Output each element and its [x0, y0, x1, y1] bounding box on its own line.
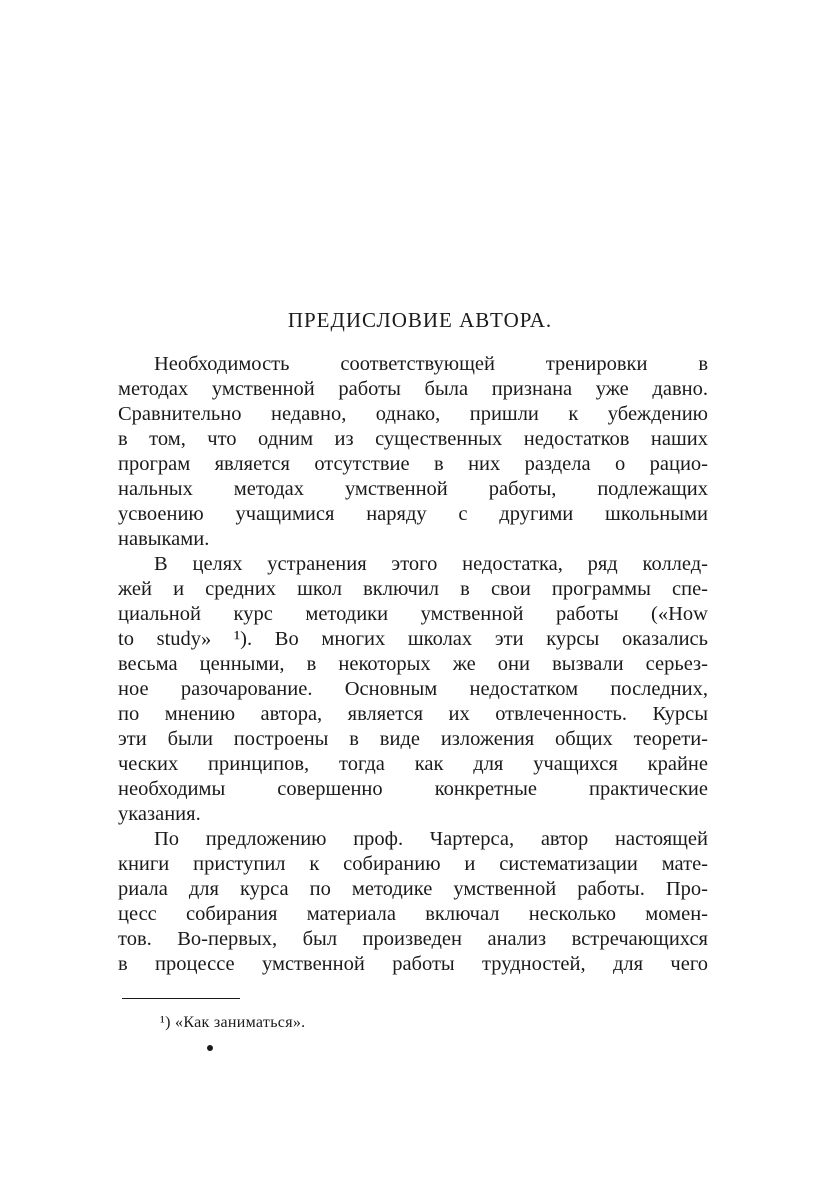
paragraph	[118, 352, 708, 552]
text-line: жей и средних школ включил в свои программы спе-	[118, 578, 708, 600]
text-line: Сравнительно недавно, однако, пришли к убеждению	[118, 403, 708, 425]
body-text	[118, 352, 708, 977]
text-line: по мнению автора, является их отвлеченность. Курсы	[118, 703, 708, 725]
text-line: в процессе умственной работы трудностей, для чего	[118, 953, 708, 975]
text-line: ческих принципов, тогда как для учащихся крайне	[118, 753, 708, 775]
text-line: програм является отсутствие в них раздела о рацио-	[118, 453, 708, 475]
footnote: ¹) «Как заниматься».	[160, 1014, 306, 1031]
ink-dot	[207, 1045, 213, 1051]
text-line: Необходимость соответствующей тренировки в	[154, 353, 708, 375]
text-line: в том, что одним из существенных недостатков наших	[118, 428, 708, 450]
text-line: нальных методах умственной работы, подлежащих	[118, 478, 708, 500]
text-line: циальной курс методики умственной работы («How	[118, 603, 708, 625]
text-line: цесс собирания материала включал несколько момен-	[118, 903, 708, 925]
footnote-rule	[122, 998, 240, 999]
text-line: эти были построены в виде изложения общих теорети-	[118, 728, 708, 750]
text-line: риала для курса по методике умственной работы. Про-	[118, 878, 708, 900]
paragraph	[118, 827, 708, 977]
page-title: ПРЕДИСЛОВИЕ АВТОРА.	[287, 308, 553, 332]
text-line: необходимы совершенно конкретные практические	[118, 778, 708, 800]
text-line: указания.	[118, 803, 201, 825]
text-line: ное разочарование. Основным недостатком последних,	[118, 678, 708, 700]
text-line: навыками.	[118, 528, 210, 550]
text-line: тов. Во-первых, был произведен анализ встречающихся	[118, 928, 708, 950]
paragraph	[118, 552, 708, 827]
text-line: книги приступил к собиранию и систематизации мате-	[118, 853, 708, 875]
text-line: В целях устранения этого недостатка, ряд коллед-	[154, 553, 708, 575]
text-line: to study» ¹). Во многих школах эти курсы оказались	[118, 628, 708, 650]
text-line: методах умственной работы была признана уже давно.	[118, 378, 708, 400]
text-line: весьма ценными, в некоторых же они вызвали серьез-	[118, 653, 708, 675]
text-line: По предложению проф. Чартерса, автор настоящей	[154, 828, 708, 850]
text-line: усвоению учащимися наряду с другими школьными	[118, 503, 708, 525]
